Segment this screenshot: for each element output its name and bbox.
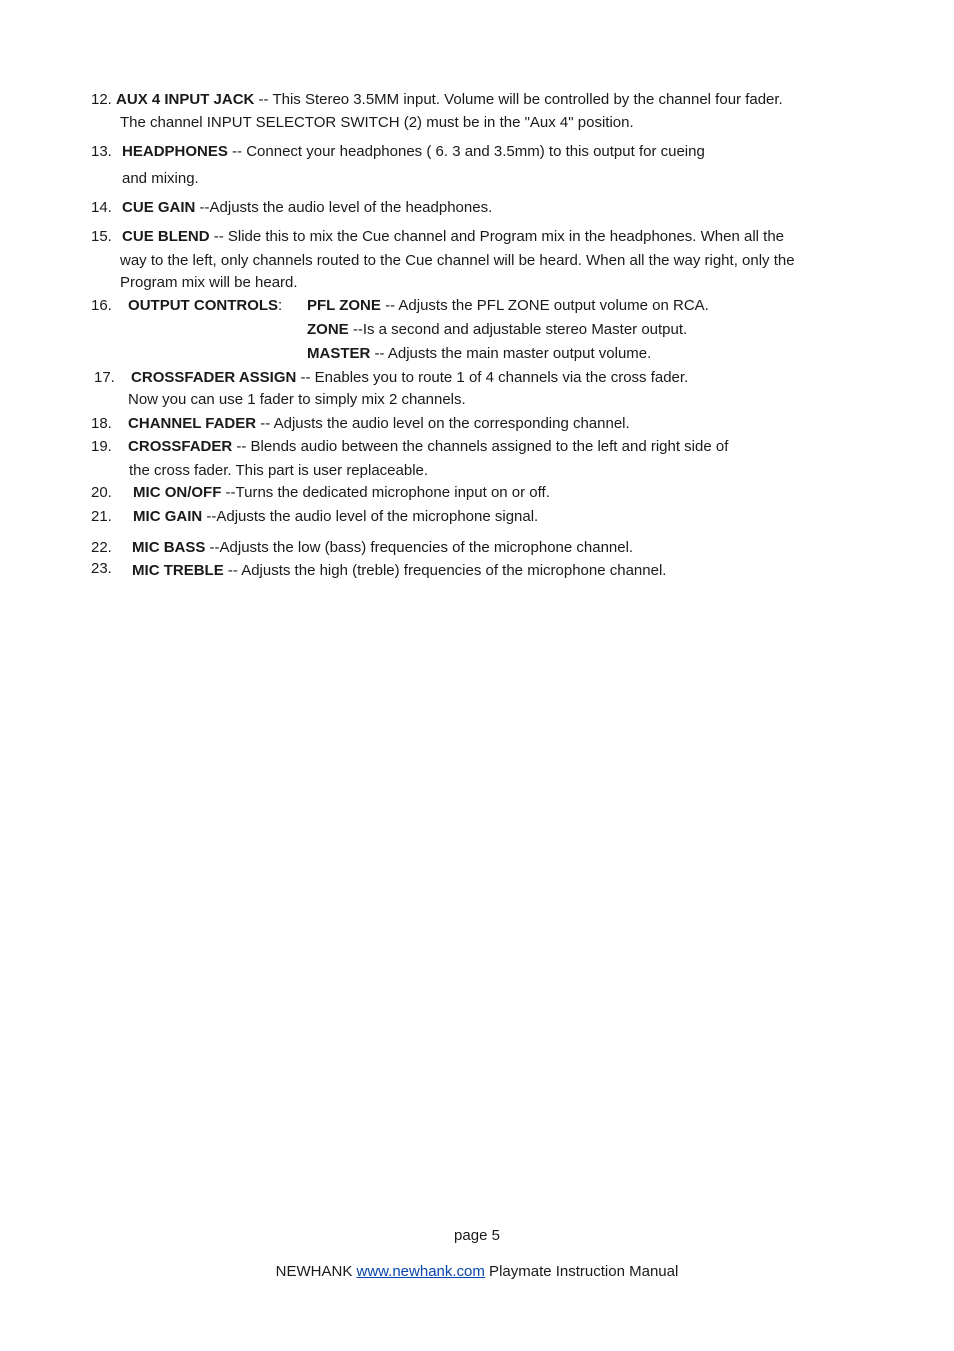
item-number: 18. xyxy=(91,415,112,432)
item-description: --Is a second and adjustable stereo Master output. xyxy=(348,321,688,338)
item-14 xyxy=(91,199,492,217)
item-12-continuation: The channel INPUT SELECTOR SWITCH (2) must be in the "Aux 4" position. xyxy=(120,114,634,131)
item-number: 22. xyxy=(91,539,112,556)
item-16 xyxy=(91,297,282,315)
item-term: CUE GAIN xyxy=(122,199,196,216)
item-term: CROSSFADER ASSIGN xyxy=(131,369,297,386)
item-description: -- Adjusts the PFL ZONE output volume on RCA. xyxy=(380,297,709,314)
item-20 xyxy=(91,484,550,502)
output-master xyxy=(307,345,651,363)
item-description: -- Connect your headphones ( 6. 3 and 3.5mm) to this output for cueing xyxy=(227,143,705,160)
page-number: page 5 xyxy=(454,1227,500,1244)
item-15 xyxy=(91,228,784,246)
item-number: 12. xyxy=(91,91,112,108)
item-number: 14. xyxy=(91,199,112,216)
item-description: --Adjusts the audio level of the microphone signal. xyxy=(202,508,539,525)
item-number: 13. xyxy=(91,143,112,160)
item-term: MIC BASS xyxy=(132,539,206,556)
item-number: 15. xyxy=(91,228,112,245)
item-12 xyxy=(91,91,783,109)
item-21 xyxy=(91,508,538,526)
item-description: -- Slide this to mix the Cue channel and Program mix in the headphones. When all the xyxy=(209,228,785,245)
item-term: CUE BLEND xyxy=(122,228,210,245)
item-17-continuation: Now you can use 1 fader to simply mix 2 channels. xyxy=(128,391,466,408)
item-number: 19. xyxy=(91,438,112,455)
item-term: CROSSFADER xyxy=(128,438,233,455)
item-19-continuation: the cross fader. This part is user replaceable. xyxy=(129,462,429,479)
item-colon: : xyxy=(278,297,283,314)
item-description: --Adjusts the low (bass) frequencies of the microphone channel. xyxy=(205,539,634,556)
item-term: AUX 4 INPUT JACK xyxy=(116,91,255,108)
item-description: -- This Stereo 3.5MM input. Volume will be controlled by the channel four fader. xyxy=(254,91,783,108)
item-15-continuation: way to the left, only channels routed to the Cue channel will be heard. When all the way right, only the xyxy=(120,252,795,269)
item-15-continuation: Program mix will be heard. xyxy=(120,274,298,291)
footer-brand: NEWHANK xyxy=(275,1263,357,1280)
item-description: -- Blends audio between the channels assigned to the left and right side of xyxy=(232,438,729,455)
item-number: 16. xyxy=(91,297,112,314)
output-pfl-zone xyxy=(307,297,709,315)
item-number: 17. xyxy=(94,369,115,386)
item-13 xyxy=(91,143,705,161)
item-description: --Adjusts the audio level of the headphones. xyxy=(195,199,493,216)
item-18 xyxy=(91,415,630,433)
item-term: MIC GAIN xyxy=(133,508,203,525)
item-13-continuation: and mixing. xyxy=(122,170,199,187)
item-term: OUTPUT CONTROLS xyxy=(128,297,279,314)
item-description: -- Enables you to route 1 of 4 channels via the cross fader. xyxy=(296,369,689,386)
footer-manual-title: Playmate Instruction Manual xyxy=(484,1263,679,1280)
item-17 xyxy=(94,369,688,387)
footer-line xyxy=(0,1263,954,1281)
footer-website-link[interactable]: www.newhank.com xyxy=(356,1263,485,1280)
item-term: MASTER xyxy=(307,345,371,362)
item-19 xyxy=(91,438,728,456)
item-description: -- Adjusts the audio level on the corresponding channel. xyxy=(256,415,630,432)
item-23 xyxy=(91,562,666,580)
item-term: ZONE xyxy=(307,321,349,338)
item-description: -- Adjusts the main master output volume. xyxy=(370,345,652,362)
item-description: --Turns the dedicated microphone input on or off. xyxy=(221,484,550,501)
item-term: PFL ZONE xyxy=(307,297,381,314)
item-term: MIC ON/OFF xyxy=(133,484,222,501)
item-number: 23. xyxy=(91,560,112,577)
item-number: 21. xyxy=(91,508,112,525)
item-22 xyxy=(91,539,633,557)
item-term: HEADPHONES xyxy=(122,143,228,160)
item-description: -- Adjusts the high (treble) frequencies of the microphone channel. xyxy=(223,562,667,579)
output-zone xyxy=(307,321,687,339)
item-term: MIC TREBLE xyxy=(132,562,224,579)
item-number: 20. xyxy=(91,484,112,501)
item-term: CHANNEL FADER xyxy=(128,415,257,432)
